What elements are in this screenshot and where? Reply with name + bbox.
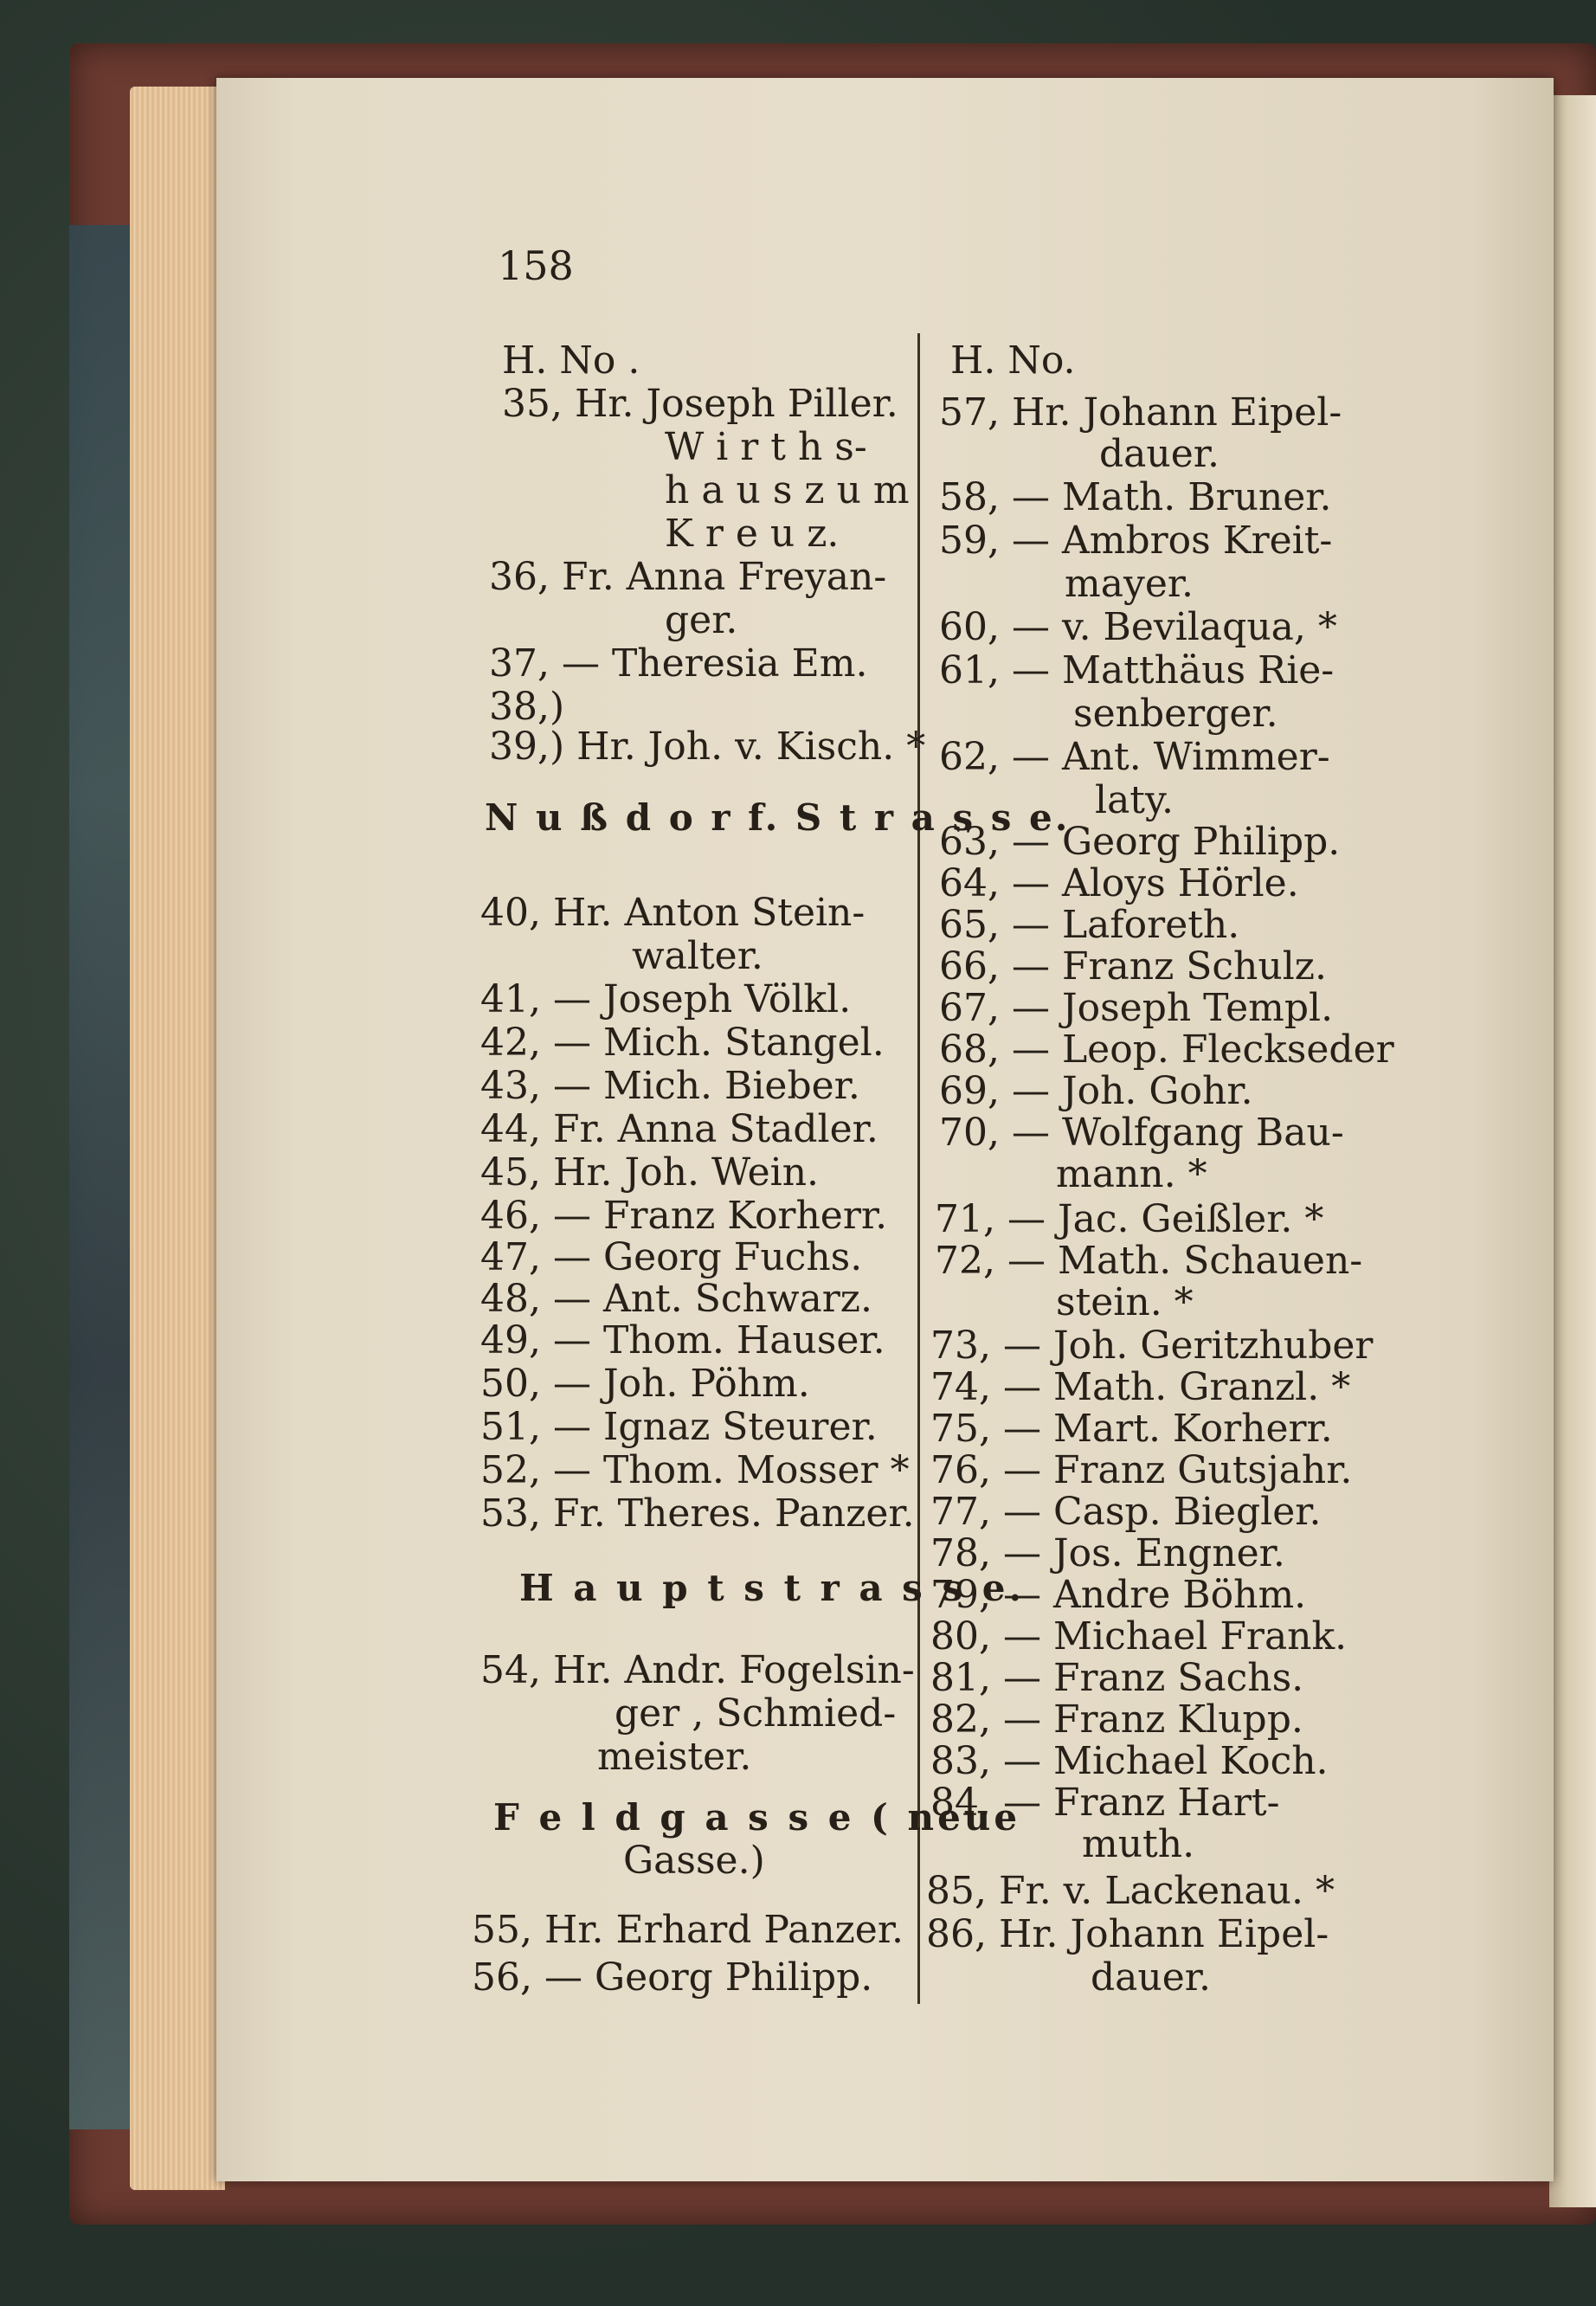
- entry-line: 58, — Math. Bruner.: [939, 475, 1332, 519]
- entry-line: muth.: [1082, 1822, 1195, 1866]
- entry-line: W i r t h s-: [665, 425, 867, 469]
- entry-line: 61, — Matthäus Rie-: [939, 648, 1335, 692]
- entry-line: 64, — Aloys Hörle.: [939, 861, 1299, 905]
- entry-line: 54, Hr. Andr. Fogelsin-: [480, 1648, 915, 1692]
- entry-line: 56, — Georg Philipp.: [472, 1955, 873, 2000]
- entry-line: 75, — Mart. Korherr.: [930, 1407, 1333, 1451]
- left-column-header: H. No .: [502, 338, 640, 383]
- entry-line: 78, — Jos. Engner.: [930, 1531, 1285, 1575]
- entry-line: 37, — Theresia Em.: [489, 641, 868, 686]
- entry-line: 51, — Ignaz Steurer.: [480, 1405, 878, 1449]
- entry-line: K r e u z.: [665, 512, 840, 556]
- entry-line: 53, Fr. Theres. Panzer.: [480, 1491, 915, 1536]
- entry-line: dauer.: [1091, 1955, 1211, 2000]
- entry-line: walter.: [632, 934, 763, 978]
- entry-line: 77, — Casp. Biegler.: [930, 1490, 1322, 1534]
- entry-line: 73, — Joh. Geritzhuber: [930, 1324, 1374, 1368]
- right-column-header: H. No.: [950, 338, 1076, 383]
- entry-line: dauer.: [1099, 432, 1220, 476]
- entry-line: 35, Hr. Joseph Piller.: [502, 382, 898, 426]
- entry-line: 63, — Georg Philipp.: [939, 820, 1341, 864]
- entry-line: 72, — Math. Schauen-: [935, 1239, 1363, 1283]
- entry-line: 83, — Michael Koch.: [930, 1739, 1329, 1783]
- column-divider: [917, 333, 920, 2004]
- entry-line: 85, Fr. v. Lackenau. *: [926, 1869, 1335, 1913]
- page-edges: [130, 87, 225, 2190]
- page-number: 158: [498, 242, 574, 289]
- entry-line: 48, — Ant. Schwarz.: [480, 1277, 872, 1321]
- entry-line: 45, Hr. Joh. Wein.: [480, 1150, 820, 1195]
- entry-line: 57, Hr. Johann Eipel-: [939, 390, 1342, 435]
- entry-line: 86, Hr. Johann Eipel-: [926, 1912, 1329, 1956]
- entry-line: stein. *: [1056, 1280, 1194, 1324]
- entry-line: 47, — Georg Fuchs.: [480, 1235, 863, 1279]
- entry-line: mann. *: [1056, 1152, 1207, 1196]
- facing-page-edge: [1549, 95, 1596, 2207]
- entry-line: 46, — Franz Korherr.: [480, 1194, 888, 1238]
- entry-line: 71, — Jac. Geißler. *: [935, 1197, 1324, 1241]
- entry-line: senberger.: [1073, 692, 1278, 736]
- entry-line: 43, — Mich. Bieber.: [480, 1064, 860, 1108]
- entry-line: h a u s z u m: [665, 468, 910, 512]
- entry-line: laty.: [1095, 778, 1174, 822]
- entry-line: 39,) Hr. Joh. v. Kisch. *: [489, 725, 926, 769]
- street-heading: H a u p t s t r a s s e.: [519, 1567, 1026, 1609]
- entry-line: 84, — Franz Hart-: [930, 1781, 1280, 1825]
- entry-line: 36, Fr. Anna Freyan-: [489, 555, 887, 599]
- entry-line: 69, — Joh. Gohr.: [939, 1069, 1253, 1113]
- entry-line: meister.: [597, 1735, 752, 1779]
- street-heading: N u ß d o r f. S t r a s s e.: [485, 796, 1071, 839]
- entry-line: ger , Schmied-: [615, 1691, 897, 1736]
- entry-line: 70, — Wolfgang Bau-: [939, 1111, 1344, 1155]
- entry-line: 79, — Andre Böhm.: [930, 1573, 1307, 1617]
- entry-line: 62, — Ant. Wimmer-: [939, 735, 1330, 779]
- entry-line: 59, — Ambros Kreit-: [939, 519, 1333, 563]
- entry-line: Gasse.): [623, 1839, 765, 1883]
- entry-line: 38,): [489, 685, 565, 729]
- entry-line: 67, — Joseph Templ.: [939, 986, 1334, 1030]
- entry-line: 66, — Franz Schulz.: [939, 944, 1327, 989]
- entry-line: 65, — Laforeth.: [939, 903, 1240, 947]
- entry-line: 81, — Franz Sachs.: [930, 1656, 1304, 1700]
- entry-line: 60, — v. Bevilaqua, *: [939, 605, 1337, 649]
- entry-line: 40, Hr. Anton Stein-: [480, 891, 866, 935]
- entry-line: 55, Hr. Erhard Panzer.: [472, 1908, 904, 1952]
- entry-line: 80, — Michael Frank.: [930, 1614, 1348, 1659]
- entry-line: 42, — Mich. Stangel.: [480, 1021, 885, 1065]
- entry-line: ger.: [665, 598, 738, 642]
- entry-line: 49, — Thom. Hauser.: [480, 1318, 885, 1362]
- entry-line: 82, — Franz Klupp.: [930, 1697, 1303, 1742]
- street-heading: F e l d g a s s e ( neue: [493, 1796, 1021, 1839]
- entry-line: 68, — Leop. Fleckseder: [939, 1027, 1394, 1072]
- entry-line: 74, — Math. Granzl. *: [930, 1365, 1351, 1409]
- entry-line: 50, — Joh. Pöhm.: [480, 1362, 810, 1406]
- entry-line: 41, — Joseph Völkl.: [480, 977, 852, 1021]
- entry-line: mayer.: [1065, 562, 1194, 606]
- entry-line: 44, Fr. Anna Stadler.: [480, 1107, 878, 1151]
- entry-line: 76, — Franz Gutsjahr.: [930, 1448, 1353, 1492]
- entry-line: 52, — Thom. Mosser *: [480, 1448, 910, 1492]
